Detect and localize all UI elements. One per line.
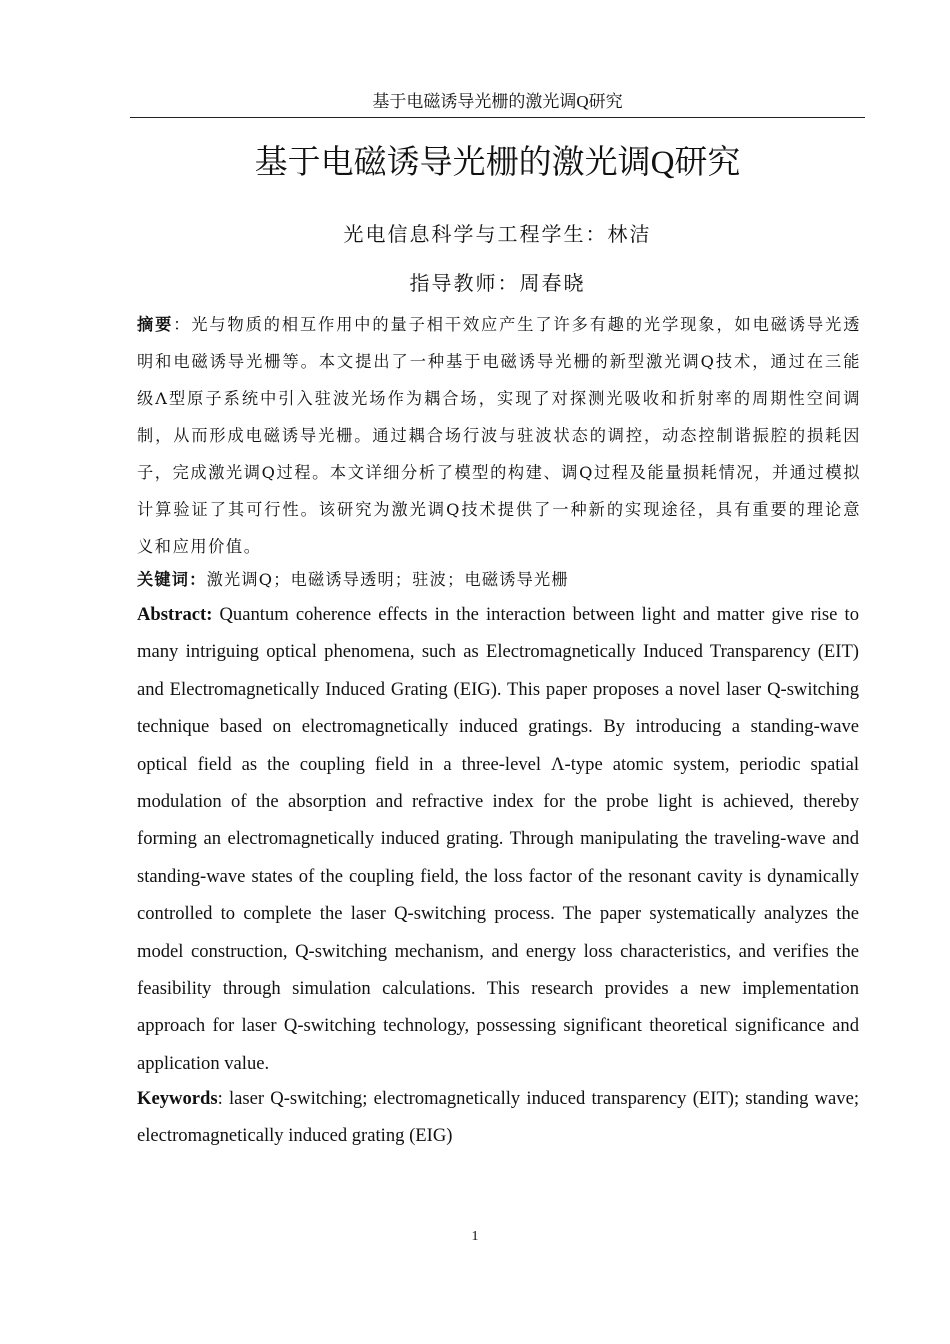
title-part-1: 基于电磁诱导光栅的激光调 bbox=[254, 142, 651, 181]
english-keywords-text: : laser Q-switching; electromagnetically induced transparency (EIT); standing wave; electromagnetically induced grating (EIG) bbox=[137, 1088, 859, 1147]
paper-title bbox=[130, 140, 865, 185]
chinese-keywords-text: 激光调Q；电磁诱导透明；驻波；电磁诱导光栅 bbox=[206, 570, 569, 589]
chinese-keywords bbox=[137, 561, 861, 598]
title-part-2: Q bbox=[650, 145, 675, 181]
running-header: 基于电磁诱导光栅的激光调Q研究 bbox=[130, 91, 865, 118]
chinese-abstract-text: 光与物质的相互作用中的量子相干效应产生了许多有趣的光学现象，如电磁诱导光透明和电磁诱导光栅等。本文提出了一种基于电磁诱导光栅的新型激光调Q技术，通过在三能级Λ型原子系统中引入驻波光场作为耦合场，实现了对探测光吸收和折射率的周期性空间调制，从而形成电磁诱导光栅。通过耦合场行波与驻波状态的调控，动态控制谐振腔的损耗因子，完成激光调Q过程。本文详细分析了模型的构建、调Q过程及能量损耗情况，并通过模拟计算验证了其可行性。该研究为激光调Q技术提供了一种新的实现途径，具有重要的理论意义和应用价值。 bbox=[137, 315, 861, 556]
advisor-line: 指导教师：周春晓 bbox=[409, 271, 586, 295]
chinese-keywords-label: 关键词： bbox=[137, 570, 207, 589]
english-abstract-text: Quantum coherence effects in the interaction between light and matter give rise to many intriguing optical phenomena, such as Electromagnetically Induced Transparency (EIT) and Electromagnetically Induced Grating (EIG). This paper proposes a novel laser Q-switching technique based on electromagnetically induced gratings. By introducing a standing-wave optical field as the coupling field in a three-level Λ-type atomic system, periodic spatial modulation of the absorption and refractive index for the probe light is achieved, thereby forming an electromagnetically induced grating. Through manipulating the traveling-wave and standing-wave states of the coupling field, the loss factor of the resonant cavity is dynamically controlled to complete the laser Q-switching process. The paper systematically analyzes the model construction, Q-switching mechanism, and energy loss characteristics, and verifies the feasibility through simulation calculations. This research provides a new implementation approach for laser Q-switching technology, possessing significant theoretical significance and application value. bbox=[137, 604, 859, 1074]
english-abstract bbox=[137, 596, 859, 1082]
chinese-abstract-colon: ： bbox=[173, 315, 192, 334]
english-keywords bbox=[137, 1080, 859, 1155]
chinese-abstract bbox=[137, 306, 861, 565]
english-keywords-label: Keywords bbox=[137, 1088, 218, 1109]
english-abstract-label: Abstract: bbox=[137, 604, 213, 625]
author-line: 光电信息科学与工程学生：林洁 bbox=[343, 222, 652, 246]
title-part-3: 研究 bbox=[674, 142, 741, 181]
chinese-abstract-label: 摘要 bbox=[137, 315, 174, 334]
page-number: 1 bbox=[471, 1229, 479, 1244]
